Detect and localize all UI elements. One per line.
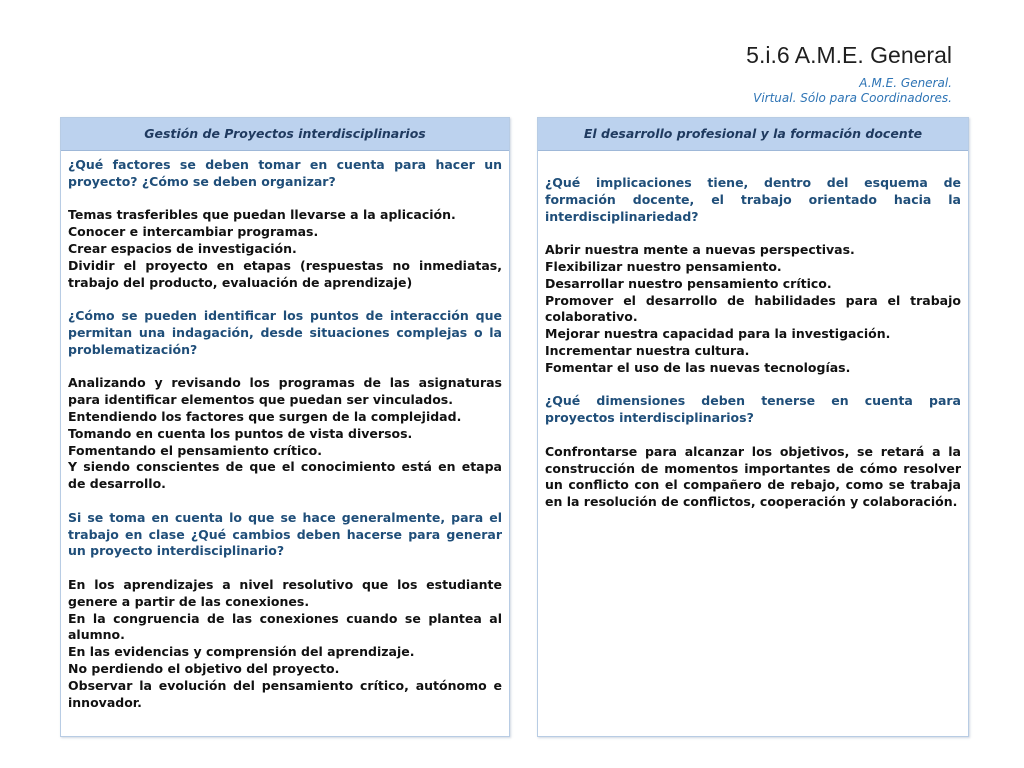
answer-line: Observar la evolución del pensamiento crítico, autónomo e innovador. — [68, 677, 502, 710]
right-panel-body — [538, 151, 968, 511]
answer-line: Temas trasferibles que puedan llevarse a la aplicación. — [68, 207, 456, 223]
answer-line: Entendiendo los factores que surgen de la complejidad. — [68, 408, 462, 424]
answer-line: Fomentando el pensamiento crítico. — [68, 442, 322, 458]
answer-line: Fomentar el uso de las nuevas tecnologías. — [545, 359, 851, 375]
answer-line: En la congruencia de las conexiones cuando se plantea al alumno. — [68, 610, 502, 643]
left-panel-heading: Gestión de Proyectos interdisciplinarios — [61, 118, 509, 151]
answer-line: Flexibilizar nuestro pensamiento. — [545, 258, 782, 274]
answer-line: En los aprendizajes a nivel resolutivo que los estudiante genere a partir de las conexiones. — [68, 576, 502, 609]
left-panel — [60, 117, 510, 737]
subtitle-line: Virtual. Sólo para Coordinadores. — [753, 91, 952, 105]
answer-line: Conocer e intercambiar programas. — [68, 224, 319, 240]
spacer — [68, 493, 502, 510]
spacer — [68, 359, 502, 376]
subtitle-line: A.M.E. General. — [859, 76, 952, 90]
spacer — [545, 225, 961, 242]
right-panel — [537, 117, 969, 737]
spacer — [68, 560, 502, 577]
answer-line: Tomando en cuenta los puntos de vista diversos. — [68, 425, 413, 441]
spacer — [68, 191, 502, 208]
question: ¿Qué factores se deben tomar en cuenta para hacer un proyecto? ¿Cómo se deben organizar? — [68, 157, 502, 189]
slide-title: 5.i.6 A.M.E. General — [746, 42, 952, 68]
spacer — [545, 427, 961, 444]
question: ¿Qué implicaciones tiene, dentro del esquema de formación docente, el trabajo orientado hacia la interdisciplinariedad? — [545, 175, 961, 224]
answer-line: Y siendo conscientes de que el conocimiento está en etapa de desarrollo. — [68, 459, 502, 492]
question: Si se toma en cuenta lo que se hace generalmente, para el trabajo en clase ¿Qué cambios deben hacerse para generar un proyecto interdisciplinario? — [68, 509, 502, 559]
right-panel-heading: El desarrollo profesional y la formación docente — [538, 118, 968, 151]
answer-line: No perdiendo el objetivo del proyecto. — [68, 660, 340, 676]
question: ¿Qué dimensiones deben tenerse en cuenta para proyectos interdisciplinarios? — [545, 393, 961, 426]
question: ¿Cómo se pueden identificar los puntos de interacción que permitan una indagación, desde situaciones complejas o la problematización? — [68, 308, 502, 357]
slide-subtitle — [753, 76, 952, 106]
answer-line: Mejorar nuestra capacidad para la investigación. — [545, 326, 891, 342]
answer-line: Crear espacios de investigación. — [68, 240, 297, 256]
spacer — [545, 377, 961, 394]
answer-line: Incrementar nuestra cultura. — [545, 342, 750, 358]
answer-line: Promover el desarrollo de habilidades para el trabajo colaborativo. — [545, 292, 961, 325]
spacer — [68, 291, 502, 308]
left-panel-body — [61, 151, 509, 711]
answer-line: Desarrollar nuestro pensamiento crítico. — [545, 275, 832, 291]
answer-line: Analizando y revisando los programas de las asignaturas para identificar elementos que puedan ser vinculados. — [68, 375, 502, 408]
answer-line: En las evidencias y comprensión del aprendizaje. — [68, 644, 415, 660]
answer-line: Dividir el proyecto en etapas (respuestas no inmediatas, trabajo del producto, evaluación de aprendizaje) — [68, 257, 502, 290]
answer-line: Abrir nuestra mente a nuevas perspectivas. — [545, 242, 855, 258]
answer-line: Confrontarse para alcanzar los objetivos, se retará a la construcción de momentos importantes de cómo resolver un conflicto con el compañero de rebajo, como se trabaja en la resolución de conflictos, cooperación y colaboración. — [545, 443, 961, 510]
